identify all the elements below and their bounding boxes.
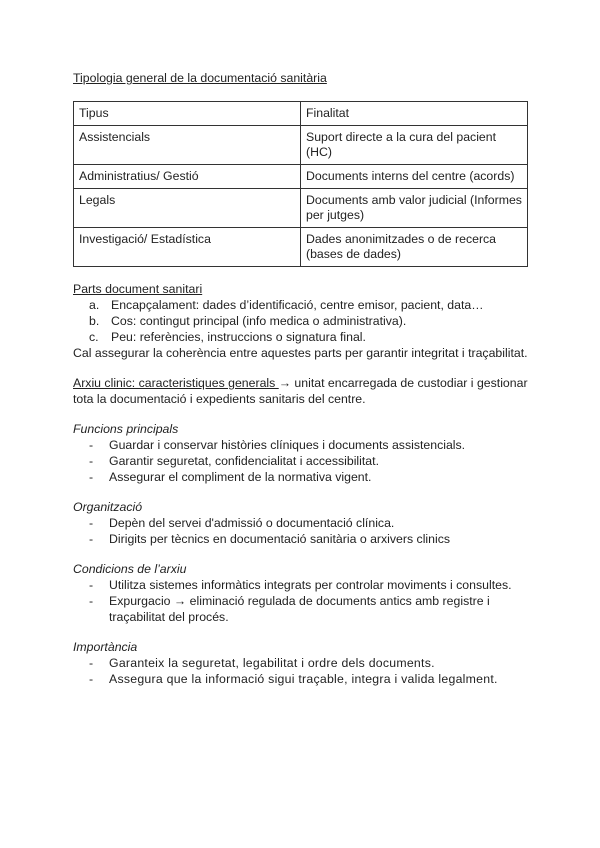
table-row [74,126,528,165]
table-cell: Documents interns del centre (acords) [301,165,528,189]
list-marker: a. [89,298,100,312]
list-item [73,297,533,313]
condicions-list [73,577,533,625]
list-item-text: Guardar i conservar històries clíniques i documents assistencials. [109,438,466,452]
list-item-text: Peu: referències, instruccions o signatura final. [111,330,366,344]
table-row [74,228,528,267]
table-row [74,189,528,228]
parts-note: Cal assegurar la coherència entre aquestes parts per garantir integritat i traçabilitat. [73,346,528,360]
table-header-cell: Tipus [74,102,301,126]
list-item [73,313,533,329]
dash-marker: - [89,454,94,468]
typology-table [73,101,528,267]
parts-heading: Parts document sanitari [73,282,203,296]
table-row [74,165,528,189]
table-cell: Investigació/ Estadística [74,228,301,267]
funcions-list [73,437,533,485]
list-item [73,437,533,453]
organitzacio-heading: Organització [73,500,143,514]
list-item [73,593,533,625]
list-item-text: Garanteix la seguretat, legabilitat i ordre dels documents. [109,656,435,670]
list-item [73,531,533,547]
list-item-text: Utilitza sistemes informàtics integrats per controlar moviments i consultes. [109,578,512,592]
dash-marker: - [89,672,94,686]
table-cell: Administratius/ Gestió [74,165,301,189]
table-cell: Legals [74,189,301,228]
importancia-heading: Importància [73,640,138,654]
list-item-text: Encapçalament: dades d’identificació, centre emisor, pacient, data… [111,298,484,312]
list-item-text: Depèn del servei d'admissió o documentació clínica. [109,516,395,530]
table-cell: Assistencials [74,126,301,165]
table-cell: Documents amb valor judicial (Informes per jutges) [301,189,528,228]
importancia-list [73,655,533,687]
list-item-text: Dirigits per tècnics en documentació sanitària o arxivers clinics [109,532,451,546]
list-item-text: Garantir seguretat, confidencialitat i accessibilitat. [109,454,379,468]
dash-marker: - [89,656,94,670]
list-item [73,453,533,469]
dash-marker: - [89,578,94,592]
table-cell: Dades anonimitzades o de recerca (bases de dades) [301,228,528,267]
table-header-row [74,102,528,126]
parts-list [73,297,533,345]
table-cell: Suport directe a la cura del pacient (HC) [301,126,528,165]
dash-marker: - [89,470,94,484]
document-page [73,70,533,687]
page-title: Tipologia general de la documentació sanitària [73,71,327,85]
dash-marker: - [89,532,94,546]
list-item-text: Expurgacio → eliminació regulada de documents antics amb registre i traçabilitat del procés. [109,594,490,624]
list-item-text: Cos: contingut principal (info medica o administrativa). [111,314,407,328]
list-item [73,515,533,531]
list-marker: c. [89,330,99,344]
arxiu-text: → unitat encarregada de custodiar i gestionar tota la documentació i expedients sanitaris del centre. [73,376,528,406]
list-item [73,577,533,593]
funcions-heading: Funcions principals [73,422,179,436]
arxiu-paragraph [73,375,533,407]
list-item-text: Assegurar el compliment de la normativa vigent. [109,470,372,484]
list-item [73,655,533,671]
dash-marker: - [89,516,94,530]
list-marker: b. [89,314,100,328]
organitzacio-list [73,515,533,547]
list-item [73,469,533,485]
list-item [73,329,533,345]
dash-marker: - [89,594,94,608]
condicions-heading: Condicions de l’arxiu [73,562,187,576]
dash-marker: - [89,438,94,452]
arxiu-heading: Arxiu clinic: caracteristiques generals [73,376,279,390]
list-item [73,671,533,687]
list-item-text: Assegura que la informació sigui traçable, integra i valida legalment. [109,672,498,686]
table-header-cell: Finalitat [301,102,528,126]
